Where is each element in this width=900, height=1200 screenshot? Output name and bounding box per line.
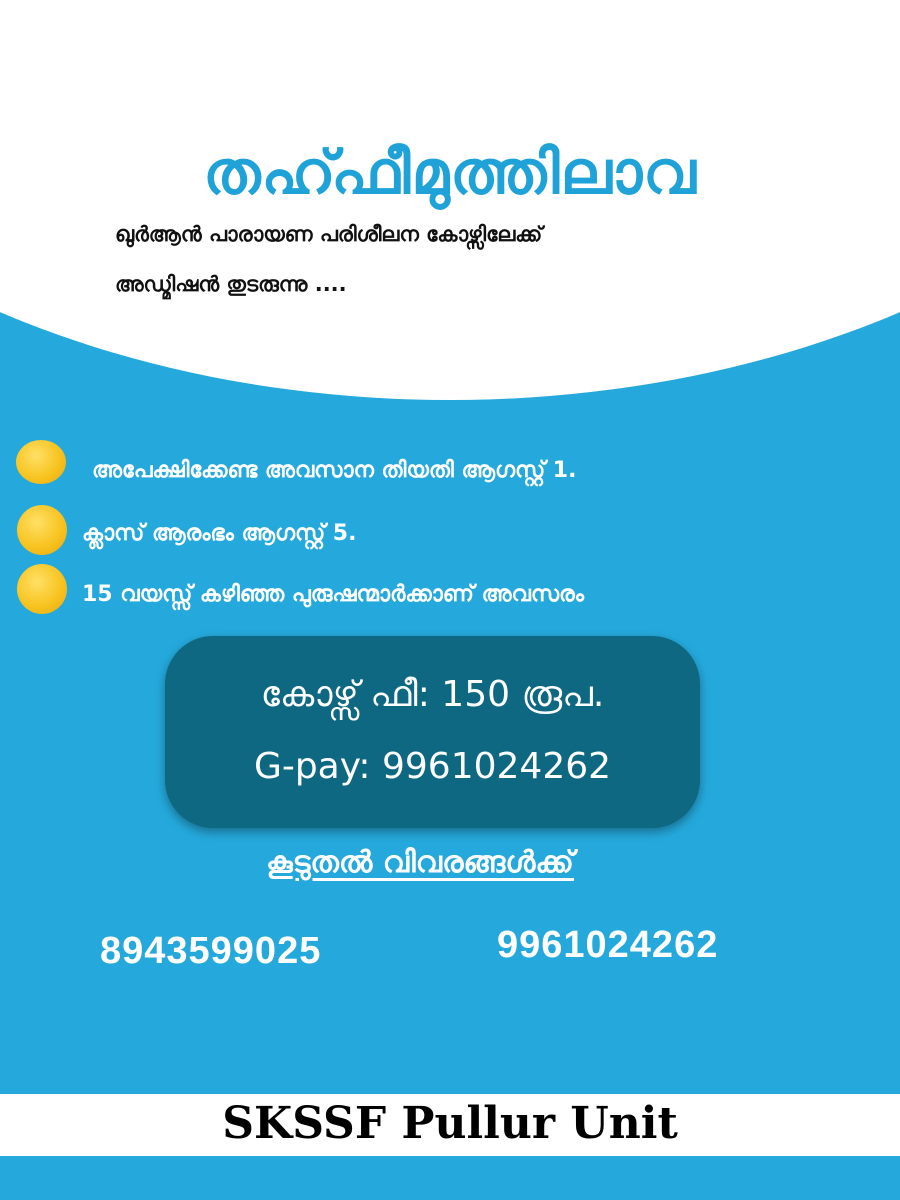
fee-box	[165, 636, 700, 828]
course-fee-text: കോഴ്സ് ഫീ: 150 രൂപ.	[260, 674, 605, 715]
subtitle-line-1: ഖുർആൻ പാരായണ പരിശീലന കോഴ്സിലേക്ക്	[115, 222, 543, 246]
bullet-class-start-text: ക്ലാസ് ആരംഭം ആഗസ്റ്റ് 5.	[82, 521, 357, 546]
bullet-deadline	[0, 440, 900, 500]
bullet-class-start	[0, 505, 900, 565]
more-info-heading: കൂടുതൽ വിവരങ്ങൾക്ക്	[266, 845, 574, 880]
footer-bar	[0, 1094, 900, 1156]
bullet-dot-icon	[16, 440, 66, 484]
bullet-deadline-text: അപേക്ഷിക്കേണ്ട അവസാന തിയതി ആഗസ്റ്റ് 1.	[92, 458, 577, 483]
bullet-dot-icon	[17, 505, 67, 555]
bullet-eligibility	[0, 562, 900, 622]
page-title: തഹ്ഫീമുത്തിലാവ	[203, 138, 697, 208]
gpay-number-text: G-pay: 9961024262	[253, 746, 612, 787]
bullet-dot-icon	[17, 564, 67, 614]
subtitle-line-2: അഡ്മിഷൻ തുടരുന്നു ....	[115, 272, 347, 296]
footer-unit-name: SKSSF Pullur Unit	[222, 1098, 678, 1149]
contact-phone-1[interactable]: 8943599025	[100, 930, 322, 972]
contact-phone-2[interactable]: 9961024262	[497, 924, 719, 966]
bullet-eligibility-text: 15 വയസ്സ് കഴിഞ്ഞ പുരുഷന്മാർക്കാണ് അവസരം	[82, 582, 585, 607]
